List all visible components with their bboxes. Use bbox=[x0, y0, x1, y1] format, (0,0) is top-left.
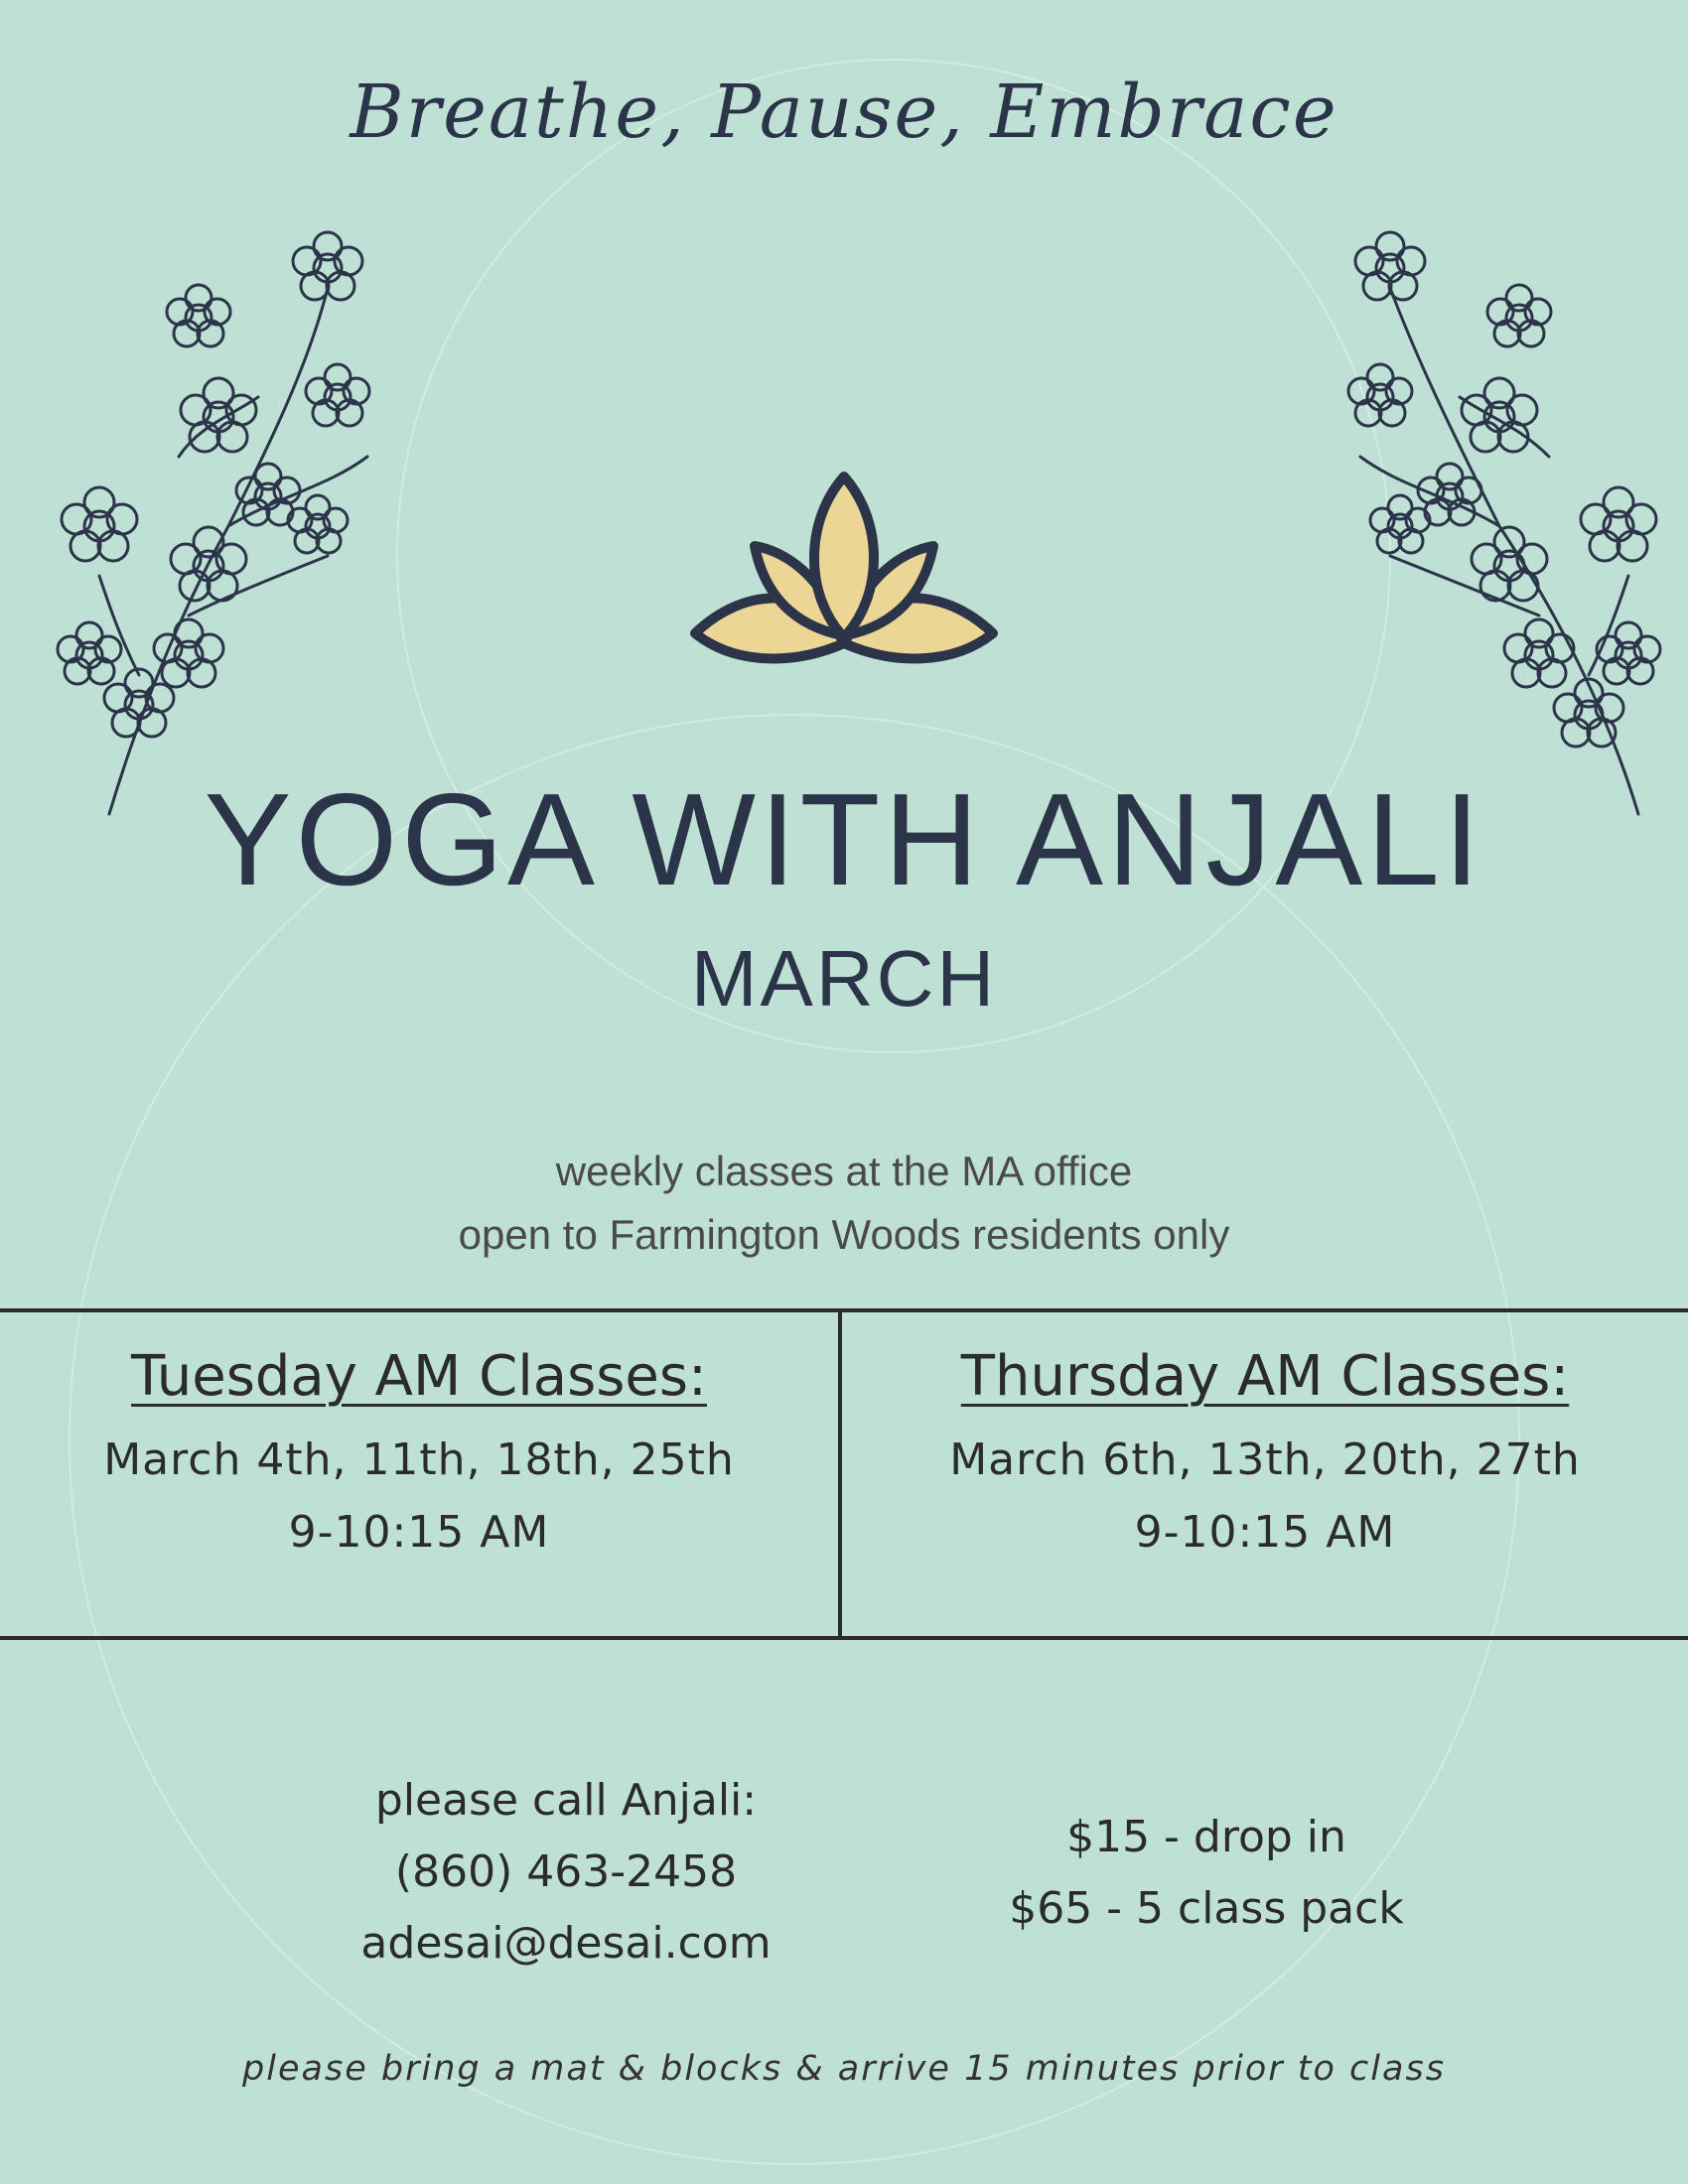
thursday-time: 9-10:15 AM bbox=[1134, 1507, 1396, 1558]
page-title: YOGA WITH ANJALI bbox=[204, 766, 1484, 912]
tuesday-schedule bbox=[0, 1344, 838, 1558]
flower-branch-icon-left bbox=[30, 199, 407, 824]
tuesday-heading: Tuesday AM Classes: bbox=[131, 1344, 707, 1409]
lotus-icon bbox=[675, 467, 1013, 695]
contact-block bbox=[268, 1765, 864, 1979]
tuesday-time: 9-10:15 AM bbox=[288, 1507, 550, 1558]
price-class-pack: $65 - 5 class pack bbox=[1009, 1883, 1404, 1934]
info-line-location: weekly classes at the MA office bbox=[555, 1148, 1133, 1194]
thursday-dates: March 6th, 13th, 20th, 27th bbox=[949, 1434, 1581, 1485]
month-heading: MARCH bbox=[690, 934, 998, 1023]
price-drop-in: $15 - drop in bbox=[1066, 1812, 1346, 1862]
footer-note: please bring a mat & blocks & arrive 15 minutes prior to class bbox=[242, 2049, 1446, 2089]
flower-branch-icon-right bbox=[1301, 199, 1688, 824]
contact-prompt: please call Anjali: bbox=[374, 1775, 758, 1826]
tuesday-dates: March 4th, 11th, 18th, 25th bbox=[103, 1434, 735, 1485]
contact-email[interactable]: adesai@desai.com bbox=[360, 1918, 772, 1969]
schedule-table bbox=[0, 1308, 1688, 1640]
info-line-eligibility: open to Farmington Woods residents only bbox=[458, 1211, 1230, 1258]
thursday-schedule bbox=[842, 1344, 1688, 1558]
pricing-block bbox=[909, 1802, 1504, 1945]
tagline: Breathe, Pause, Embrace bbox=[350, 69, 1338, 155]
class-info bbox=[0, 1140, 1688, 1267]
thursday-heading: Thursday AM Classes: bbox=[960, 1344, 1570, 1409]
contact-phone[interactable]: (860) 463-2458 bbox=[394, 1846, 738, 1897]
